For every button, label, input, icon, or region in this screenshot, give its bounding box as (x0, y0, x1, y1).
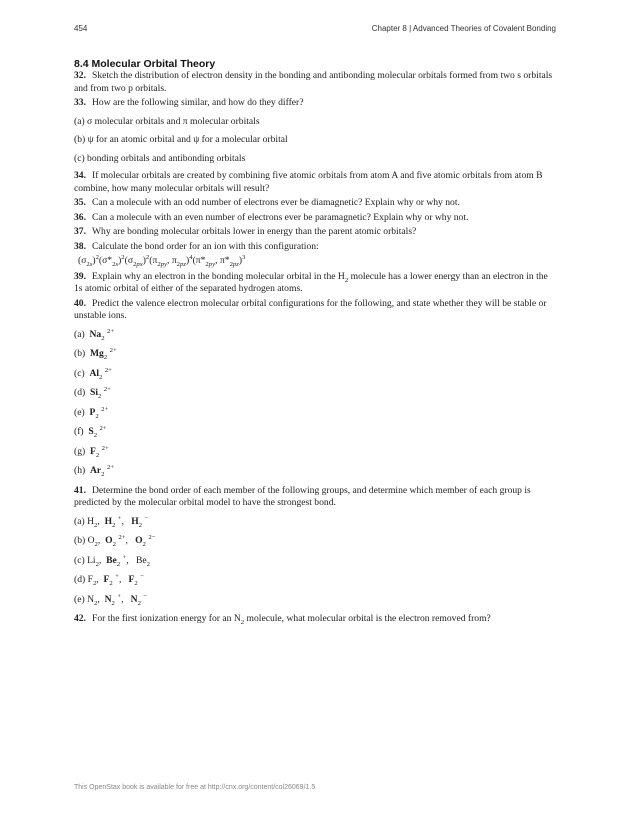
question-42: 42. For the first ionization energy for an $N_2$ molecule, what molecular orbital is the electron removed from? (74, 613, 491, 626)
ion-item: (b) $Mg_2$ $^{2+}$ (74, 346, 117, 361)
page-number: 454 (74, 24, 88, 33)
section-title: 8.4 Molecular Orbital Theory (74, 58, 216, 70)
group-item: (d) $F_2$, $F_2$ +, $F_2$ − (74, 572, 144, 587)
question-33-a: (a) σ molecular orbitals and π molecular orbitals (74, 115, 260, 127)
ion-item: (a) $Na_2$ $^{2+}$ (74, 327, 115, 342)
chapter-header: Chapter 8 | Advanced Theories of Covalent Bonding (371, 24, 556, 33)
page-footer: This OpenStax book is available for free at http://cnx.org/content/col26069/1.5 (74, 784, 316, 791)
ion-item: (d) $Si_2$ $^{2+}$ (74, 385, 111, 400)
question-40: 40. Predict the valence electron molecular orbital configurations for the following, and state whether they will be stable or unstable ions. (74, 297, 547, 321)
question-39: 39. Explain why an electron in the bonding molecular orbital in the $H_2$ molecule has a lower energy than an electron in the 1s atomic orbital of either of the separated hydrogen atoms. (74, 270, 548, 294)
question-33-c: (c) bonding orbitals and antibonding orbitals (74, 152, 246, 164)
question-list (74, 70, 556, 628)
group-item: (b) $O_2$, $O_2$ $^{2+}$, $O_2$ $^{2-}$ (74, 533, 156, 548)
question-38: 38. Calculate the bond order for an ion with this configuration: (74, 240, 319, 252)
group-item: (c) $Li_2$, $Be_2$ +, $Be_2$ (74, 553, 151, 568)
question-33: 33. How are the following similar, and how do they differ? (74, 97, 304, 108)
ion-item: (f) $S_2$ $^{2+}$ (74, 424, 107, 439)
question-41: 41. Determine the bond order of each member of the following groups, and determine which member of each group is predicted by the molecular orbital model to have the strongest bond. (74, 484, 531, 508)
question-32: 32. Sketch the distribution of electron density in the bonding and antibonding molecular orbitals formed from two s orbitals and from two p orbitals. (74, 70, 553, 94)
ion-item: (c) $Al_2$ $^{2+}$ (74, 366, 112, 381)
orbital-configuration: $(\sigma_{2s})^2(\sigma*_{2s})^2(\sigma_{2px})^2(\pi_{2py}$, $\pi_{2pz})^4(\pi*_{2py}$, $\pi*_{2pz})^3$ (78, 253, 246, 268)
group-item: (a) $H_2$, $H_2$ +, $H_2$ − (74, 514, 149, 529)
ion-item: (e) $P_2$ $^{2+}$ (74, 405, 109, 420)
question-37: 37. Why are bonding molecular orbitals lower in energy than the parent atomic orbitals? (74, 226, 417, 237)
question-36: 36. Can a molecule with an even number of electrons ever be paramagnetic? Explain why or why not. (74, 211, 469, 223)
group-item: (e) $N_2$, $N_2$ +, $N_2$ − (74, 592, 148, 607)
question-35: 35. Can a molecule with an odd number of electrons ever be diamagnetic? Explain why or why not. (74, 197, 460, 208)
ion-item: (g) $F_2$ $^{2+}$ (74, 444, 109, 459)
question-33-b: (b) ψ for an atomic orbital and ψ for a molecular orbital (74, 134, 288, 145)
question-34: 34. If molecular orbitals are created by combining five atomic orbitals from atom A and five atomic orbitals from atom B combine, how many molecular orbitals will result? (74, 170, 543, 194)
ion-item: (h) $Ar_2$ $^{2+}$ (74, 463, 115, 478)
